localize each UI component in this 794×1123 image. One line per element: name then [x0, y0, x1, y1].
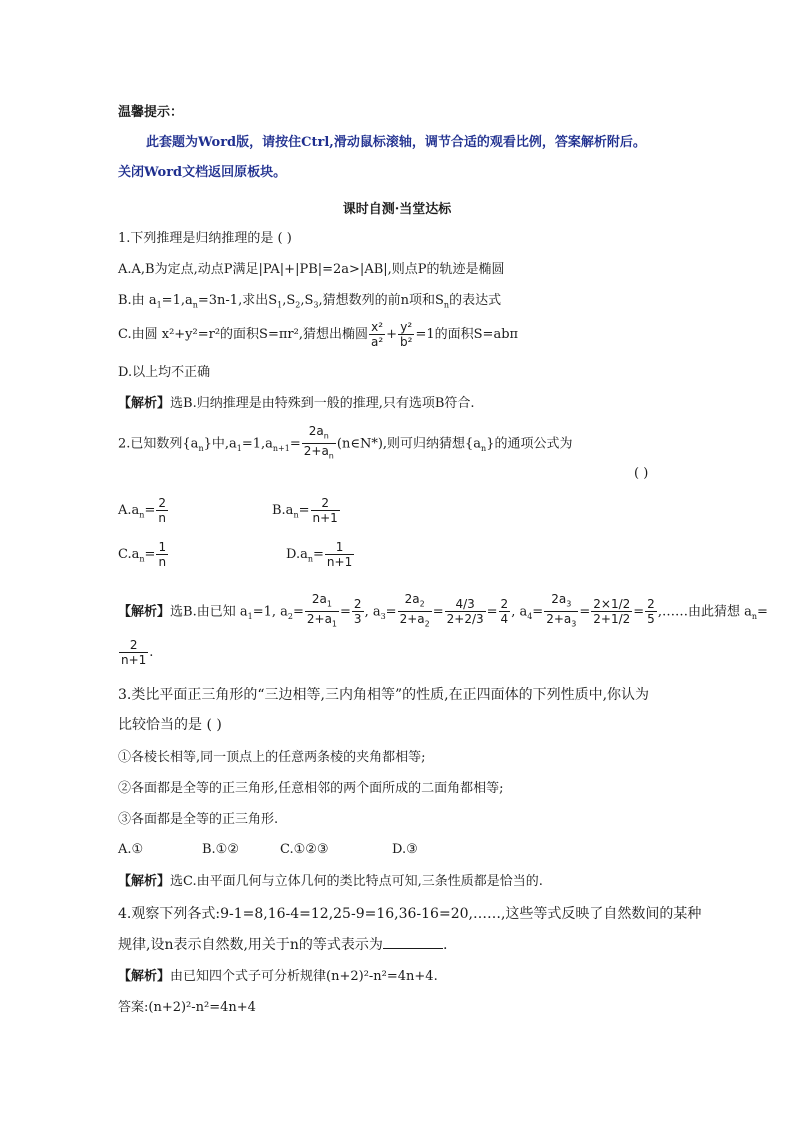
q3-item-1: ①各棱长相等,同一顶点上的任意两条棱的夹角都相等;	[118, 750, 426, 765]
q3-item-3: ③各面都是全等的正三角形.	[118, 812, 279, 827]
tip-line-1: 此套题为Word版，请按住Ctrl,滑动鼠标滚轴，调节合适的观看比例，答案解析附后。	[146, 135, 646, 150]
q2-option-d: $D.a_n=$ $\frac{1}{n+1}$	[286, 540, 353, 569]
q3-analysis: 【解析】选C.由平面几何与立体几何的类比特点可知,三条性质都是恰当的.	[118, 874, 543, 889]
q2-stem: 2.已知数列$\{a_n\}$中$,a_1=1,a_{n+1}=$ $\frac{2a_n}{2+a_n}$ (n∈N*),则可归纳猜想$\{a_n\}$的通项公式为	[118, 424, 573, 461]
q4-answer: 答案:(n+2)²-n²=4n+4	[118, 1000, 256, 1015]
q3-stem-line-2: 比较恰当的是 ( )	[118, 717, 222, 733]
section-title: 课时自测·当堂达标	[342, 202, 452, 217]
q1-analysis: 【解析】选B.归纳推理是由特殊到一般的推理,只有选项B符合.	[118, 396, 475, 411]
tip-line-2: 关闭Word文档返回原板块。	[118, 165, 287, 180]
q3-option-a: A.①	[118, 842, 144, 857]
q4-analysis: 【解析】由已知四个式子可分析规律(n+2)²-n²=4n+4.	[118, 969, 438, 984]
q3-option-c: C.①②③	[280, 842, 329, 857]
q3-item-2: ②各面都是全等的正三角形,任意相邻的两个面所成的二面角都相等;	[118, 781, 504, 796]
q1-option-a: A.A,B为定点,动点P满足|PA|+|PB|=2a>|AB|,则点P的轨迹是椭圆	[118, 262, 505, 277]
q3-option-b: B.①②	[202, 842, 239, 857]
q4-answer-blank[interactable]	[383, 936, 443, 949]
q1-option-d: D.以上均不正确	[118, 365, 211, 380]
q1-stem: 1.下列推理是归纳推理的是 ( )	[118, 231, 292, 246]
q3-option-d: D.③	[392, 842, 418, 857]
q2-option-c: $C.a_n=$ $\frac{1}{n}$	[118, 540, 167, 569]
q3-stem-line-1: 3.类比平面正三角形的“三边相等,三内角相等”的性质,在正四面体的下列性质中,你认为	[118, 687, 650, 703]
q2-analysis: 【解析】选B.由已知 $a_1=1$, $a_2=$ $\frac{2a_1}{2+a_1}$ = $\frac{2}{3}$ , $a_3=$ $\frac{2a_2}{2+a_2}$ = $\frac{4/3}{2+2/3}$ = $\frac{2}{4}$ , $a_4=$ $\frac{2a_3}{2+a_3}$ = $\frac{2\times 1/2}{2+1/2}$ = $\frac{2}{5}$ ,……由此猜想 $a_n=$	[118, 592, 768, 629]
q2-option-b: $B.a_n=$ $\frac{2}{n+1}$	[272, 496, 338, 525]
tip-heading: 温馨提示：	[118, 105, 184, 120]
q1-option-b: B.由 $a_1=1,a_n=3n-1$,求出$S_1,S_2,S_3$,猜想数列的前n项和$S_n$的表达式	[118, 293, 502, 310]
q1-option-c: C.由圆 x²+y²=r²的面积S=πr²,猜想出椭圆 $\frac{\text{x²}}{\text{a²}}$ + $\frac{\text{y²}}{\text{b²}}$ =1的面积S=abπ	[118, 320, 519, 349]
q4-stem-line-2: 规律,设n表示自然数,用关于n的等式表示为 .	[118, 937, 448, 953]
q2-option-a: $A.a_n=$ $\frac{2}{n}$	[118, 496, 166, 525]
q2-answer-paren: ( )	[634, 466, 649, 481]
q4-stem-line-1: 4.观察下列各式:9-1=8,16-4=12,25-9=16,36-16=20,……,这些等式反映了自然数间的某种	[118, 906, 702, 922]
q2-analysis-cont: $\frac{2}{n+1}$ .	[121, 638, 154, 667]
